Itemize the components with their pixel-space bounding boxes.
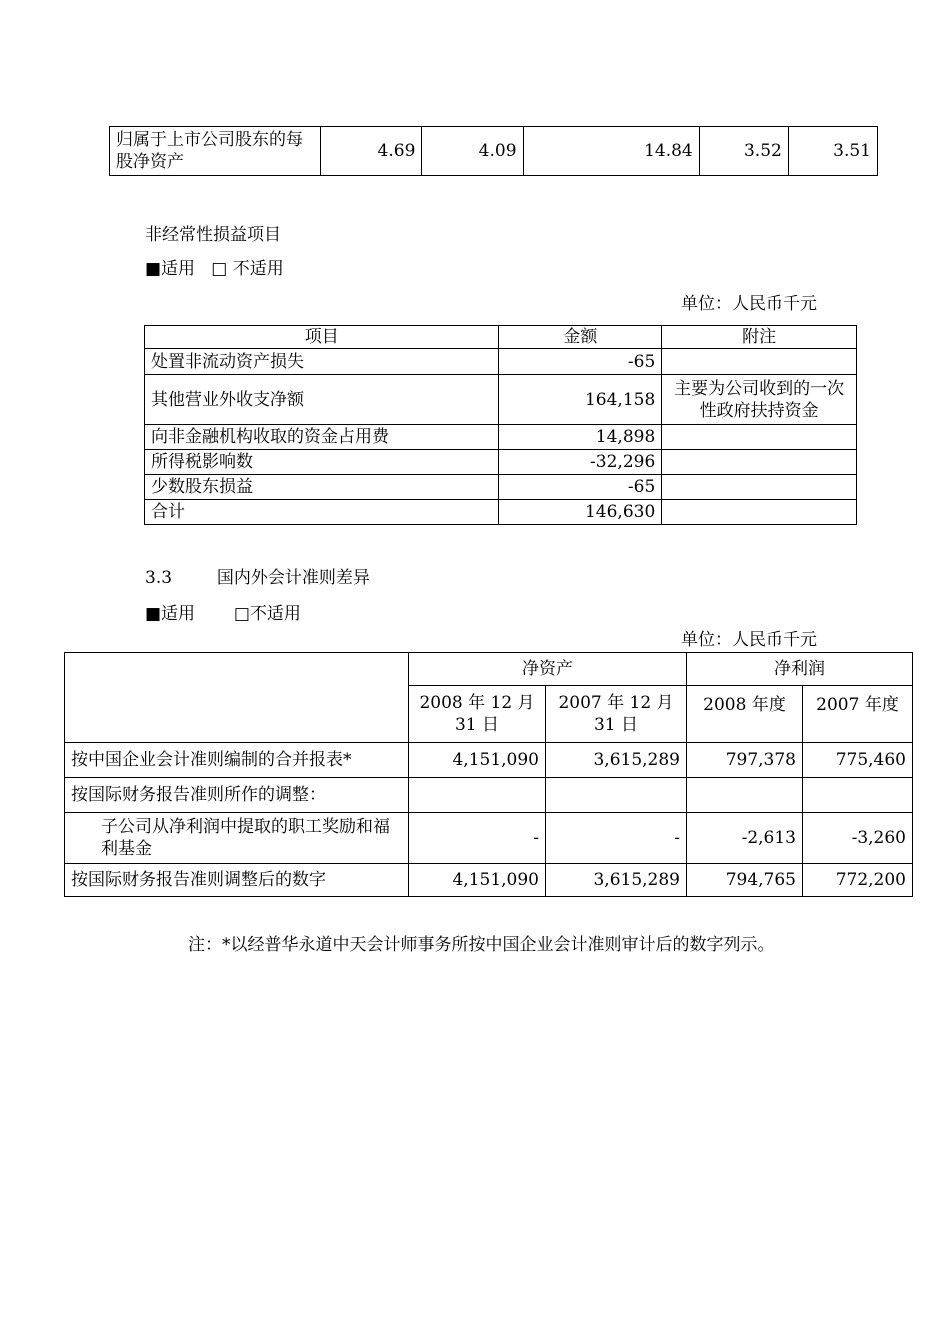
value-cell: 775,460: [803, 743, 913, 778]
section-number: 3.3: [145, 568, 173, 588]
subheader-cell: 2008 年 12 月 31 日: [409, 686, 546, 743]
table-row: [145, 475, 857, 500]
table-row: [145, 375, 857, 425]
item-cell: 合计: [145, 500, 499, 525]
value-cell: 4,151,090: [409, 864, 546, 897]
value-cell: -: [409, 813, 546, 864]
item-cell: 少数股东损益: [145, 475, 499, 500]
section-title: 国内外会计准则差异: [216, 568, 370, 588]
table-row: [145, 450, 857, 475]
gaap-difference-table: [64, 652, 913, 897]
value-cell: -3,260: [803, 813, 913, 864]
amount-cell: -32,296: [499, 450, 662, 475]
value-cell: 794,765: [687, 864, 803, 897]
value-cell: [409, 778, 546, 813]
note-cell: 主要为公司收到的一次性政府扶持资金: [662, 375, 857, 425]
amount-cell: 164,158: [499, 375, 662, 425]
eps-table: [109, 126, 878, 176]
value-cell: 3.51: [788, 127, 877, 176]
amount-cell: -65: [499, 349, 662, 375]
unit-label: 单位：人民币千元: [681, 294, 817, 314]
value-cell: -2,613: [687, 813, 803, 864]
unit-label: 单位：人民币千元: [681, 630, 817, 650]
section-heading: [145, 567, 370, 589]
value-cell: -: [546, 813, 687, 864]
value-cell: 3,615,289: [546, 864, 687, 897]
applicable-label: ■适用: [145, 259, 196, 279]
header-net-assets: 净资产: [409, 653, 687, 686]
table-header-row: [145, 326, 857, 349]
applicable-label: ■适用: [145, 604, 196, 624]
row-label: 归属于上市公司股东的每股净资产: [110, 127, 321, 176]
note-cell: [662, 425, 857, 450]
value-cell: 772,200: [803, 864, 913, 897]
subheader-cell: 2007 年 12 月 31 日: [546, 686, 687, 743]
nonrecurring-table: [144, 325, 857, 525]
applicable-checkbox: [145, 603, 301, 625]
not-applicable-label: □ 不适用: [211, 259, 284, 279]
amount-cell: 146,630: [499, 500, 662, 525]
amount-cell: -65: [499, 475, 662, 500]
header-blank: [65, 653, 409, 743]
value-cell: [687, 778, 803, 813]
item-cell: 处置非流动资产损失: [145, 349, 499, 375]
footnote: 注：*以经普华永道中天会计师事务所按中国企业会计准则审计后的数字列示。: [188, 935, 775, 955]
section-title: 非经常性损益项目: [145, 225, 281, 245]
header-item: 项目: [145, 326, 499, 349]
note-cell: [662, 450, 857, 475]
table-row: [110, 127, 878, 176]
value-cell: 4,151,090: [409, 743, 546, 778]
note-cell: [662, 475, 857, 500]
header-note: 附注: [662, 326, 857, 349]
value-cell: 3,615,289: [546, 743, 687, 778]
row-label: 按国际财务报告准则所作的调整：: [65, 778, 409, 813]
header-net-profit: 净利润: [687, 653, 913, 686]
table-row: [65, 743, 913, 778]
table-row: [145, 500, 857, 525]
applicable-checkbox: [145, 258, 284, 280]
value-cell: 797,378: [687, 743, 803, 778]
value-cell: [546, 778, 687, 813]
header-amount: 金额: [499, 326, 662, 349]
table-row: [145, 425, 857, 450]
table-header-row: [65, 653, 913, 686]
note-cell: [662, 349, 857, 375]
row-label: 按国际财务报告准则调整后的数字: [65, 864, 409, 897]
value-cell: 4.09: [422, 127, 523, 176]
note-cell: [662, 500, 857, 525]
amount-cell: 14,898: [499, 425, 662, 450]
row-label: 按中国企业会计准则编制的合并报表*: [65, 743, 409, 778]
row-label: 子公司从净利润中提取的职工奖励和福利基金: [65, 813, 409, 864]
value-cell: 14.84: [523, 127, 699, 176]
not-applicable-label: □不适用: [233, 604, 301, 624]
value-cell: 3.52: [699, 127, 788, 176]
subheader-cell: 2007 年度: [803, 686, 913, 743]
table-row: [65, 813, 913, 864]
subheader-cell: 2008 年度: [687, 686, 803, 743]
value-cell: 4.69: [321, 127, 422, 176]
table-row: [145, 349, 857, 375]
item-cell: 向非金融机构收取的资金占用费: [145, 425, 499, 450]
value-cell: [803, 778, 913, 813]
table-row: [65, 778, 913, 813]
table-row: [65, 864, 913, 897]
item-cell: 其他营业外收支净额: [145, 375, 499, 425]
item-cell: 所得税影响数: [145, 450, 499, 475]
